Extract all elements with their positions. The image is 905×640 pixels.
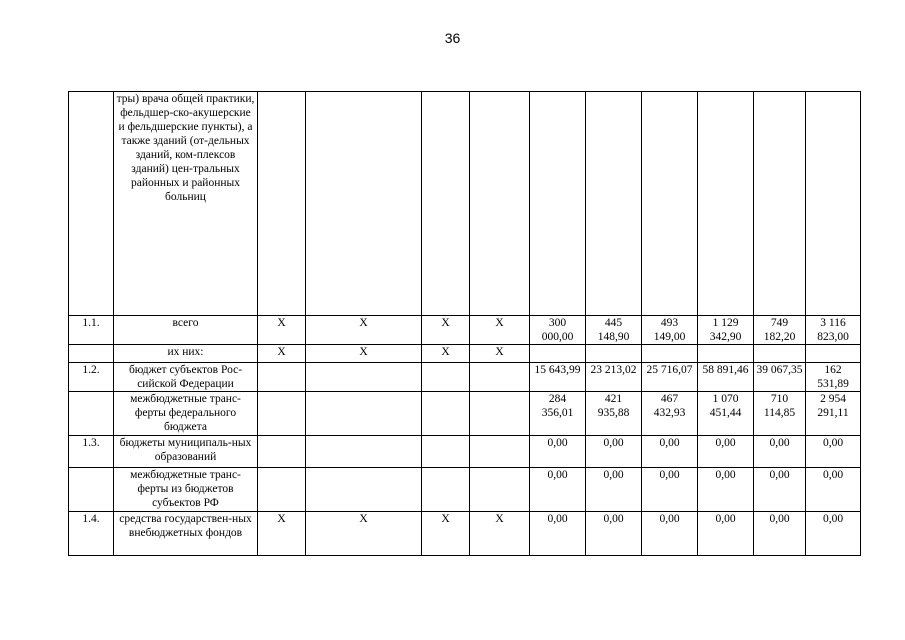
mark-cell: X <box>470 512 530 556</box>
mark-cell <box>470 363 530 392</box>
mark-cell <box>422 363 470 392</box>
amount-cell <box>698 92 754 316</box>
amount-cell: 467 432,93 <box>642 392 698 436</box>
mark-cell: X <box>422 316 470 345</box>
row-index-cell: 1.4. <box>69 512 114 556</box>
budget-table <box>68 91 861 556</box>
row-description-cell: средства государствен-ных внебюджетных фондов <box>114 512 258 556</box>
mark-cell <box>422 392 470 436</box>
amount-cell <box>806 92 861 316</box>
mark-cell <box>258 92 306 316</box>
amount-cell: 0,00 <box>698 468 754 512</box>
amount-cell: 300 000,00 <box>530 316 586 345</box>
amount-cell <box>698 345 754 363</box>
table-row <box>69 436 861 468</box>
table-row <box>69 512 861 556</box>
amount-cell: 0,00 <box>642 512 698 556</box>
amount-cell: 1 129 342,90 <box>698 316 754 345</box>
row-index-cell: 1.2. <box>69 363 114 392</box>
page-number: 36 <box>444 30 461 46</box>
amount-cell: 749 182,20 <box>754 316 806 345</box>
amount-cell: 0,00 <box>806 512 861 556</box>
row-index-cell: 1.1. <box>69 316 114 345</box>
amount-cell <box>586 92 642 316</box>
amount-cell: 2 954 291,11 <box>806 392 861 436</box>
mark-cell <box>306 468 422 512</box>
amount-cell: 23 213,02 <box>586 363 642 392</box>
mark-cell <box>306 436 422 468</box>
amount-cell: 493 149,00 <box>642 316 698 345</box>
amount-cell: 0,00 <box>530 468 586 512</box>
mark-cell <box>422 468 470 512</box>
amount-cell: 0,00 <box>530 436 586 468</box>
amount-cell <box>806 345 861 363</box>
mark-cell <box>422 436 470 468</box>
amount-cell: 0,00 <box>806 468 861 512</box>
amount-cell: 0,00 <box>754 468 806 512</box>
mark-cell <box>258 363 306 392</box>
row-description-cell: их них: <box>114 345 258 363</box>
amount-cell <box>754 345 806 363</box>
row-index-cell <box>69 92 114 316</box>
table-row <box>69 345 861 363</box>
mark-cell <box>470 92 530 316</box>
amount-cell: 0,00 <box>698 436 754 468</box>
amount-cell: 25 716,07 <box>642 363 698 392</box>
row-index-cell: 1.3. <box>69 436 114 468</box>
row-description-cell: бюджеты муниципаль-ных образований <box>114 436 258 468</box>
amount-cell <box>530 345 586 363</box>
amount-cell: 162 531,89 <box>806 363 861 392</box>
row-description-cell: бюджет субъектов Рос-сийской Федерации <box>114 363 258 392</box>
amount-cell: 0,00 <box>754 436 806 468</box>
mark-cell <box>306 92 422 316</box>
mark-cell <box>470 468 530 512</box>
mark-cell: X <box>470 345 530 363</box>
amount-cell: 0,00 <box>530 512 586 556</box>
mark-cell: X <box>306 512 422 556</box>
row-description-cell: межбюджетные транс-ферты из бюджетов субъектов РФ <box>114 468 258 512</box>
amount-cell: 0,00 <box>642 468 698 512</box>
amount-cell <box>586 345 642 363</box>
table-row <box>69 468 861 512</box>
mark-cell: X <box>258 316 306 345</box>
mark-cell: X <box>422 345 470 363</box>
mark-cell: X <box>422 512 470 556</box>
amount-cell <box>530 92 586 316</box>
amount-cell: 0,00 <box>754 512 806 556</box>
amount-cell: 0,00 <box>586 468 642 512</box>
mark-cell <box>422 92 470 316</box>
mark-cell <box>258 392 306 436</box>
table-row <box>69 92 861 316</box>
amount-cell: 58 891,46 <box>698 363 754 392</box>
mark-cell: X <box>306 316 422 345</box>
mark-cell: X <box>258 345 306 363</box>
mark-cell <box>470 392 530 436</box>
amount-cell: 284 356,01 <box>530 392 586 436</box>
amount-cell: 0,00 <box>586 436 642 468</box>
amount-cell: 710 114,85 <box>754 392 806 436</box>
table-row <box>69 392 861 436</box>
mark-cell: X <box>470 316 530 345</box>
mark-cell <box>470 436 530 468</box>
row-index-cell <box>69 392 114 436</box>
row-description-cell: межбюджетные транс-ферты федерального бюджета <box>114 392 258 436</box>
amount-cell: 0,00 <box>698 512 754 556</box>
amount-cell <box>754 92 806 316</box>
mark-cell <box>306 363 422 392</box>
row-description-cell: тры) врача общей практики, фельдшер-ско-акушерские и фельдшерские пункты), а также зданий (от-дельных зданий, ком-плексов зданий) цен-тральных районных и районных больниц <box>114 92 258 316</box>
mark-cell <box>258 468 306 512</box>
amount-cell: 0,00 <box>586 512 642 556</box>
amount-cell: 39 067,35 <box>754 363 806 392</box>
table-row <box>69 363 861 392</box>
mark-cell <box>306 392 422 436</box>
amount-cell: 0,00 <box>642 436 698 468</box>
mark-cell: X <box>258 512 306 556</box>
amount-cell: 445 148,90 <box>586 316 642 345</box>
amount-cell <box>642 345 698 363</box>
row-description-cell: всего <box>114 316 258 345</box>
row-index-cell <box>69 345 114 363</box>
amount-cell <box>642 92 698 316</box>
row-index-cell <box>69 468 114 512</box>
mark-cell: X <box>306 345 422 363</box>
table-row <box>69 316 861 345</box>
amount-cell: 421 935,88 <box>586 392 642 436</box>
amount-cell: 15 643,99 <box>530 363 586 392</box>
amount-cell: 1 070 451,44 <box>698 392 754 436</box>
mark-cell <box>258 436 306 468</box>
amount-cell: 0,00 <box>806 436 861 468</box>
amount-cell: 3 116 823,00 <box>806 316 861 345</box>
